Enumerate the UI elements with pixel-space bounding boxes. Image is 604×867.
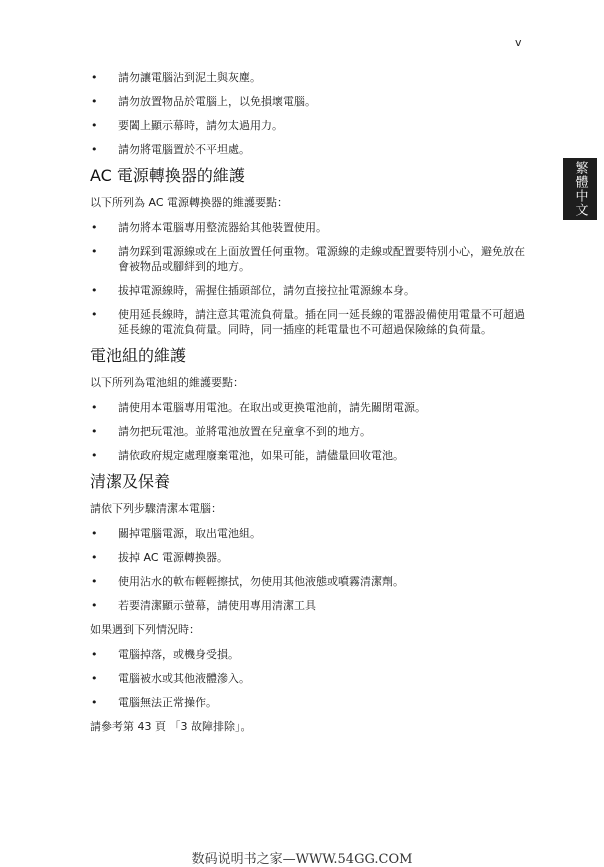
list-item: • 請依政府規定處理廢棄電池，如果可能，請儘量回收電池。 <box>90 448 530 463</box>
list-item: • 請勿將電腦置於不平坦處。 <box>90 142 530 157</box>
page-content <box>90 70 530 744</box>
section-heading-battery: 電池組的維護 <box>90 346 187 365</box>
list-item: • 使用延長線時，請注意其電流負荷量。插在同一延長線的電器設備使用電量不可超過延長線的電流負荷量。同時，同一插座的耗電量也不可超過保險絲的負荷量。 <box>90 307 530 337</box>
footer-watermark: 数码说明书之家—WWW.54GG.COM <box>191 852 413 867</box>
list-item: • 請勿將本電腦專用整流器給其他裝置使用。 <box>90 220 530 235</box>
list-item: • 拔掉 AC 電源轉換器。 <box>90 550 530 565</box>
list-item: • 請勿放置物品於電腦上，以免損壞電腦。 <box>90 94 530 109</box>
list-item: • 關掉電腦電源，取出電池組。 <box>90 526 530 541</box>
list-item: • 若要清潔顯示螢幕，請使用專用清潔工具 <box>90 598 530 613</box>
list-item: • 請勿讓電腦沾到泥土與灰塵。 <box>90 70 530 85</box>
section-heading-cleaning: 清潔及保養 <box>90 472 171 491</box>
list-item: • 電腦被水或其他液體滲入。 <box>90 671 530 686</box>
list-item: • 電腦掉落，或機身受損。 <box>90 647 530 662</box>
intro-list <box>90 70 530 157</box>
section-intro-cleaning: 請依下列步驟清潔本電腦： <box>90 502 222 515</box>
cleaning-list <box>90 526 530 613</box>
list-item: • 請勿把玩電池。並將電池放置在兒童拿不到的地方。 <box>90 424 530 439</box>
language-tab-label: 繁體中文 <box>572 161 588 217</box>
conditions-label: 如果遇到下列情況時： <box>90 623 200 636</box>
section-intro-battery: 以下所列為電池組的維護要點： <box>90 376 244 389</box>
conditions-list <box>90 647 530 710</box>
language-tab <box>563 158 597 220</box>
page-number: v <box>515 36 522 49</box>
list-item: • 使用沾水的軟布輕輕擦拭，勿使用其他液態或噴霧清潔劑。 <box>90 574 530 589</box>
list-item: • 請使用本電腦專用電池。在取出或更換電池前，請先關閉電源。 <box>90 400 530 415</box>
section-heading-adapter: AC 電源轉換器的維護 <box>90 166 245 185</box>
adapter-list <box>90 220 530 337</box>
battery-list <box>90 400 530 463</box>
section-intro-adapter: 以下所列為 AC 電源轉換器的維護要點： <box>90 196 289 209</box>
reference-text: 請參考第 43 頁 「3 故障排除」。 <box>90 720 252 733</box>
list-item: • 拔掉電源線時，需握住插頭部位，請勿直接拉扯電源線本身。 <box>90 283 530 298</box>
list-item: • 電腦無法正常操作。 <box>90 695 530 710</box>
list-item: • 要闔上顯示幕時，請勿太過用力。 <box>90 118 530 133</box>
list-item: • 請勿踩到電源線或在上面放置任何重物。電源線的走線或配置要特別小心，避免放在會被物品或腳絆到的地方。 <box>90 244 530 274</box>
